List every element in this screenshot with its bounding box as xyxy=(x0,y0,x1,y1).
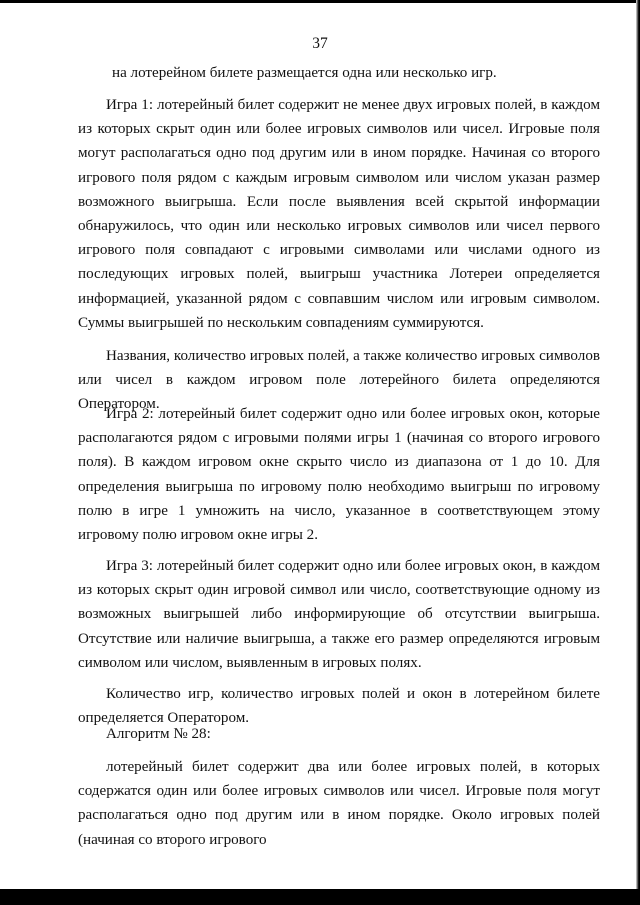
paragraph-game-2: Игра 2: лотерейный билет содержит одно или более игровых окон, которые располагаются рядом с игровыми полями игры 1 (начиная со второго игрового поля). В каждом игровом окне скрыто число из диапазона от 1 до 10. Для определения выигрыша по игровому полю необходимо выигрыш по игровому полю в игре 1 умножить на число, указанное в соответствующем этому игровому полю игровом окне игры 2. xyxy=(78,406,600,544)
page-number: 37 xyxy=(312,35,328,52)
scan-edge-bottom xyxy=(0,889,640,905)
paragraph-1: на лотерейном билете размещается одна или несколько игр. xyxy=(112,65,497,81)
paragraph-algorithm-28: лотерейный билет содержит два или более игровых полей, в которых содержатся один или более игровых символов или чисел. Игровые поля могут располагаться одно под другим или в ином порядке. Около игровых полей (начиная со второго игрового xyxy=(78,759,600,848)
paragraph-operator-fields: Названия, количество игровых полей, а также количество игровых символов или чисел в каждом игровом поле лотерейного билета определяются Оператором. xyxy=(78,348,600,413)
heading-algorithm-28: Алгоритм № 28: xyxy=(106,726,211,742)
paragraph-game-3: Игра 3: лотерейный билет содержит одно или более игровых окон, в каждом из которых скрыт один игровой символ или число, соответствующие одному из возможных выигрышей либо информирующие об отсутствии выигрыша. Отсутствие или наличие выигрыша, а также его размер определяются игровым символом или числом, выявленным в игровых полях. xyxy=(78,558,600,671)
paragraph-operator-games: Количество игр, количество игровых полей и окон в лотерейном билете определяется Оператором. xyxy=(78,686,600,727)
scan-edge-right xyxy=(636,0,640,905)
scan-edge-top xyxy=(0,0,640,3)
paragraph-game-1: Игра 1: лотерейный билет содержит не менее двух игровых полей, в каждом из которых скрыт один или более игровых символов или чисел. Игровые поля могут располагаться одно под другим или в ином порядке. Начиная со второго игрового поля рядом с каждым игровым символом или числом указан размер возможного выигрыша. Если после выявления всей скрытой информации обнаружилось, что один или несколько игровых символов или чисел первого игрового поля совпадают с игровыми символами или числами одного из последующих игровых полей, выигрыш участника Лотереи определяется информацией, указанной рядом с совпавшим числом или игровым символом. Суммы выигрышей по нескольким совпадениям суммируются. xyxy=(78,97,600,331)
